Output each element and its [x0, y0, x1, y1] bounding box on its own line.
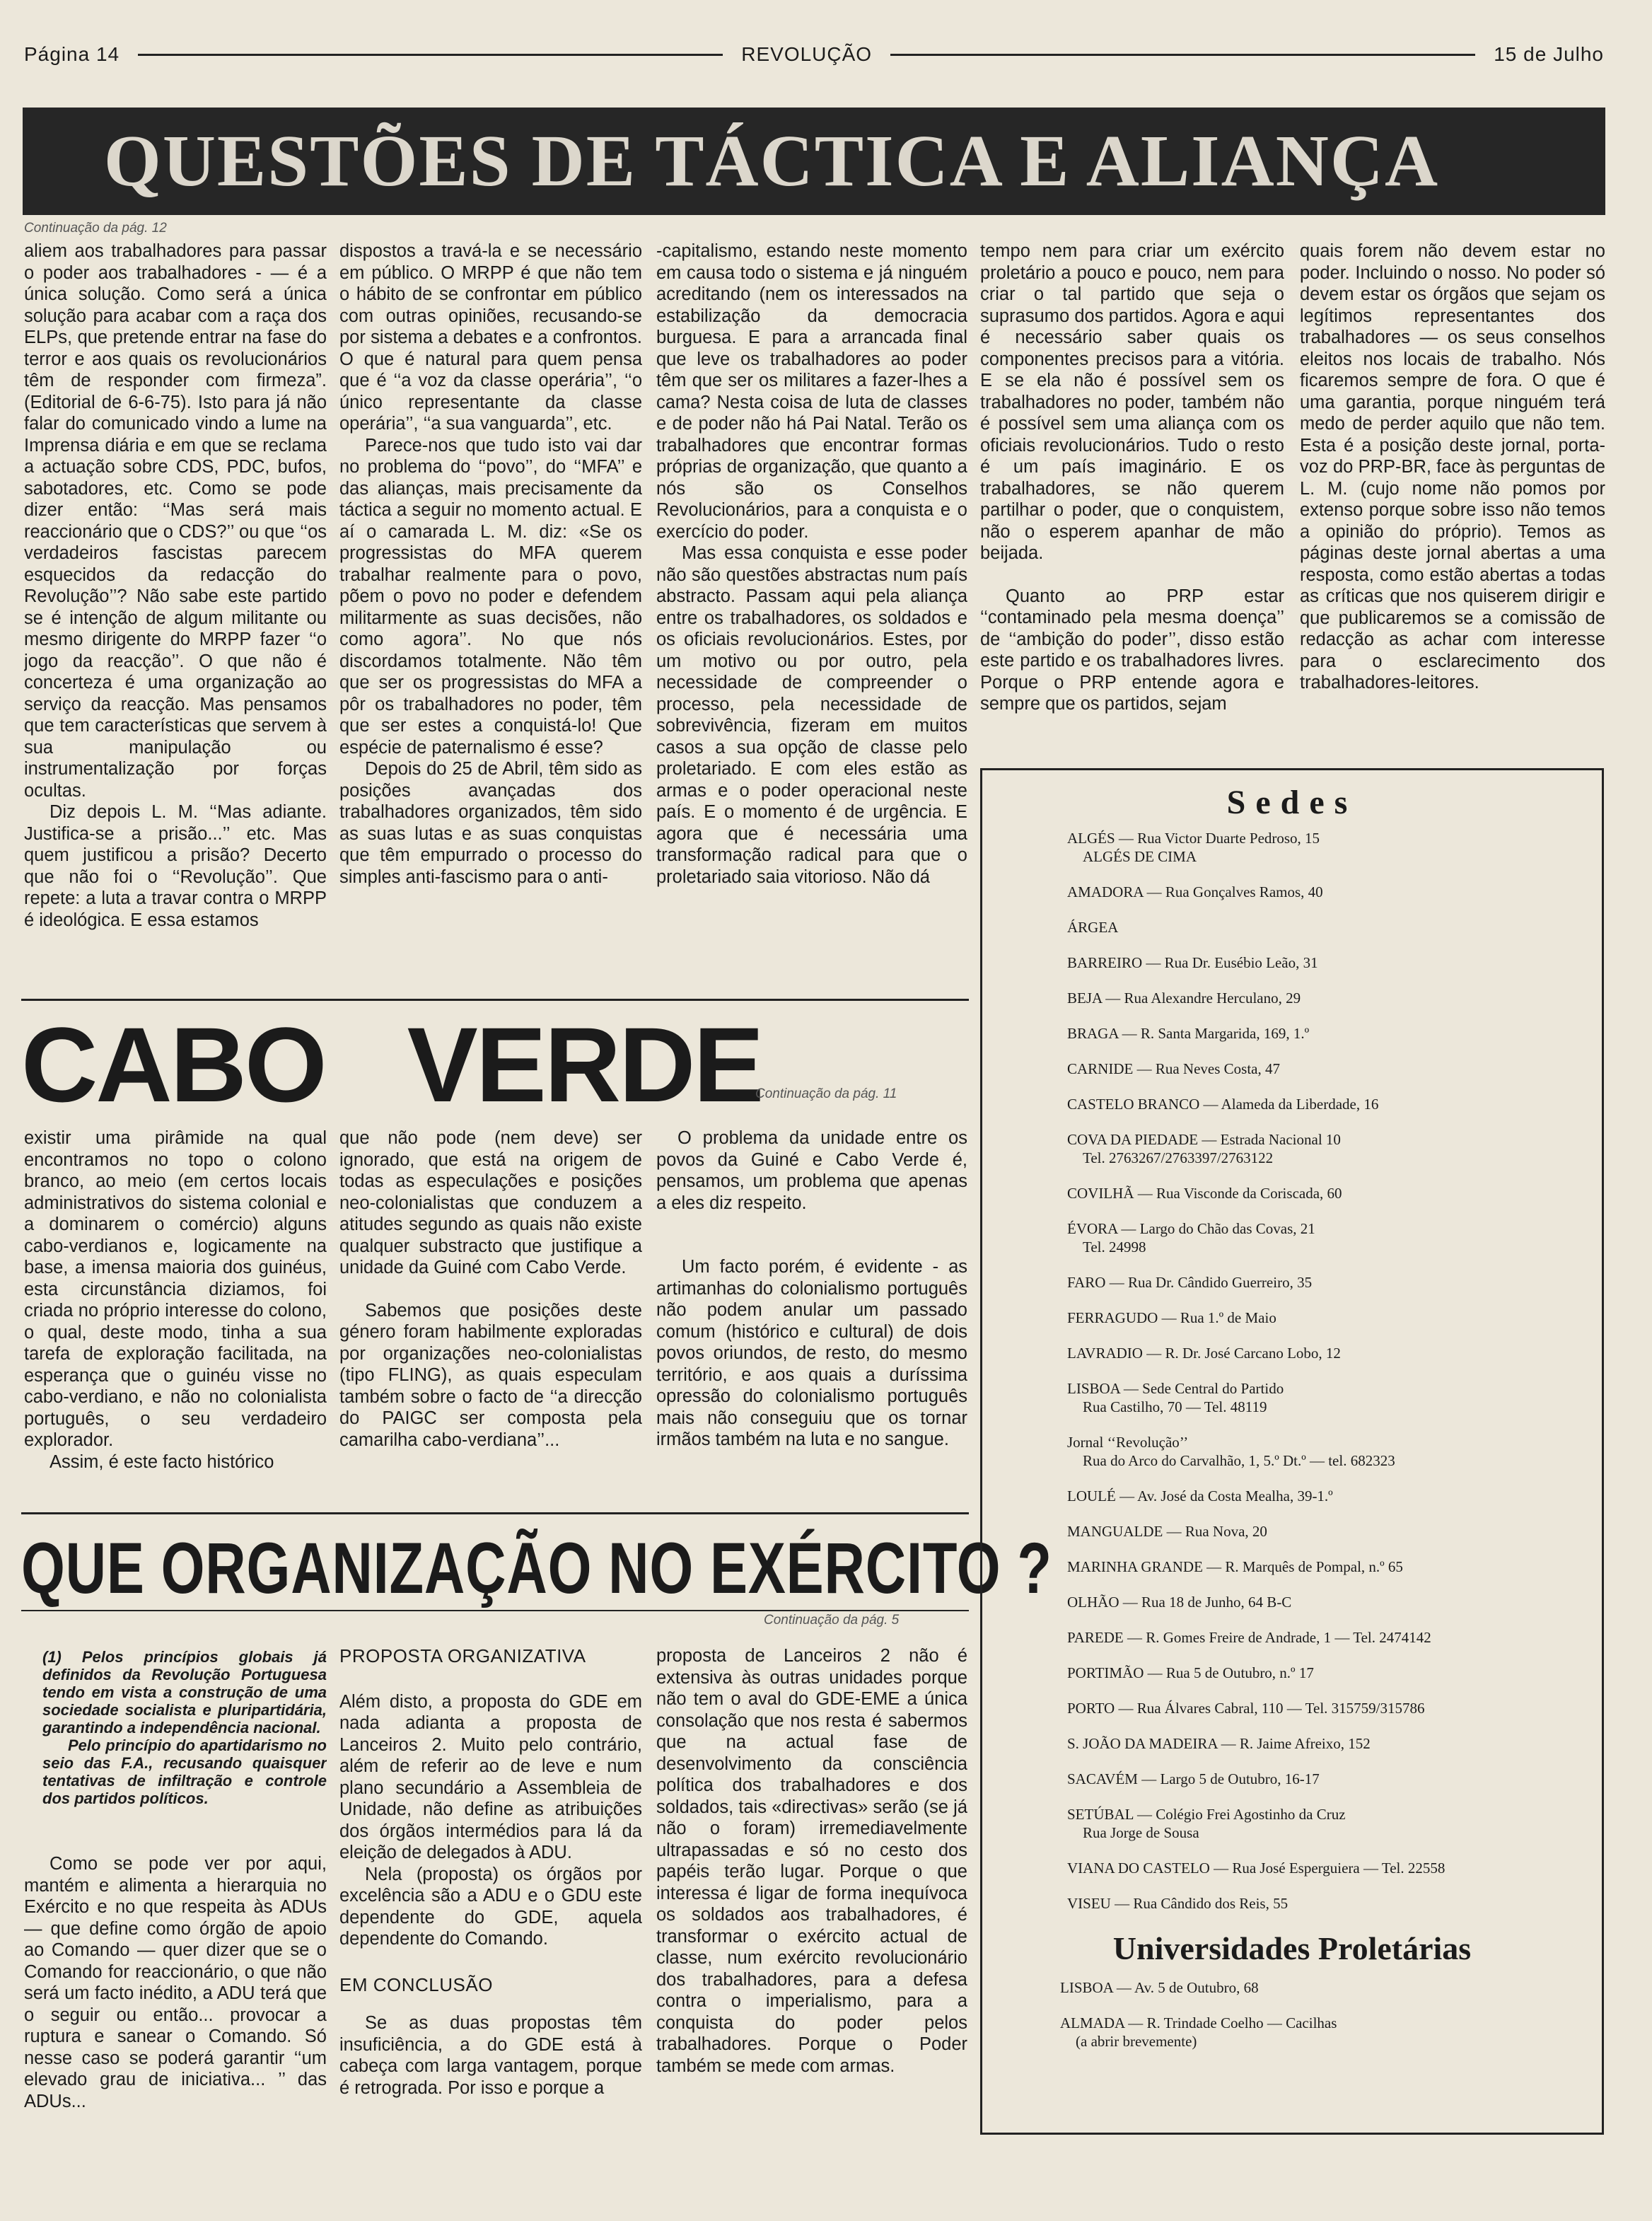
address-sub: Rua Castilho, 70 — Tel. 48119 [1083, 1398, 1267, 1415]
address-main: ALMADA — R. Trindade Coelho — Cacilhas [1060, 2014, 1337, 2031]
paragraph: Assim, é este facto histórico [50, 1451, 274, 1472]
paragraph: Depois do 25 de Abril, têm sido as posições avançadas dos trabalhadores organizados, têm sido as suas lutas e as suas conquistas que têm empurrado o processo do simples anti-fascismo para o anti- [339, 759, 642, 887]
universidades-title: Universidades Proletárias [1112, 1930, 1472, 1966]
address-entry [1067, 1219, 1602, 1256]
article1-column-4 [980, 240, 1284, 757]
address-entry [1067, 1060, 1602, 1078]
universidades-list [982, 1978, 1602, 2051]
address-main: OLHÃO — Rua 18 de Junho, 64 B-C [1067, 1594, 1292, 1611]
address-entry [1067, 1894, 1602, 1913]
continuation-note: Continuação da pág. 12 [24, 221, 167, 236]
paragraph: Um facto porém, é evidente - as artimanhas do colonialismo português não podem anular um passado comum (histórico e cultural) de dois povos oriundos, de resto, do mesmo território, e aos quais a duríssima opressão do colonialismo português mais não conseguiu que os tornar irmãos também na luta e no sangue. [656, 1257, 967, 1449]
paragraph: Nela (proposta) os órgãos por excelência são a ADU e o GDU este dependente do GDE, aquela dependente do Comando. [339, 1864, 642, 1949]
running-head-rule-right [890, 54, 1475, 56]
address-main: LOULÉ — Av. José da Costa Mealha, 39-1.º [1067, 1488, 1333, 1504]
address-main: LISBOA — Av. 5 de Outubro, 68 [1060, 1979, 1259, 1996]
address-entry [1067, 1770, 1602, 1788]
section-divider [21, 1512, 969, 1514]
address-main: SACAVÉM — Largo 5 de Outubro, 16-17 [1067, 1770, 1320, 1787]
sedes-box [980, 768, 1604, 2135]
article3-column-2 [339, 1645, 642, 2140]
article3-column-3 [656, 1645, 967, 2140]
address-sub: (a abrir brevemente) [1076, 2033, 1197, 2050]
address-entry [1067, 989, 1602, 1007]
article2-column-2 [339, 1127, 642, 1502]
paragraph: Sabemos que posições deste género foram habilmente exploradas por organizações neo-colonialistas (tipo FLING), as quais especulam também sobre o facto de ‘‘a direcção do PAIGC ser composta pela camarilha cabo-verdiana’’... [339, 1300, 642, 1450]
paragraph: -capitalismo, estando neste momento em causa todo o sistema e já ninguém acreditando (nem os interessados na estabilização da democracia burguesa. E para a arrancada final que leve os trabalhadores ao poder têm que ser os militares a fazer-lhes a cama? Nesta coisa de luta de classes e de poder não há Pai Natal. Terão os trabalhadores que encontrar formas próprias de organização, que quanto a nós são os Conselhos Revolucionários, para a conquista e o exercício do poder. [656, 241, 967, 542]
paragraph: aliem aos trabalhadores para passar o poder aos trabalhadores - — é a única solução. Como será a única solução para acabar com a raça dos ELPs, que pretende entrar na fase do terror e aos quais os revolucionários têm de responder com firmeza”. (Editorial de 6-6-75). Isto para já não falar do comunicado vindo a lume na Imprensa diária e em que se reclama a actuação sobre CDS, PDC, bufos, sabotadores, etc. Como se pode dizer então: ‘‘Mas será mais reaccionário que o CDS?’’ ou que ‘‘os verdadeiros fascistas parecem esquecidos da redacção do Revolução’’? Não sabe este partido se é intenção de algum militante ou mesmo dirigente do MRPP fazer ‘‘o jogo da reacção’’. O que não é concerteza é uma organização ao serviço da reacção. Mas pensamos que tem características que servem à sua manipulação ou instrumentalização por forças ocultas. [24, 241, 327, 801]
address-main: VIANA DO CASTELO — Rua José Esperguiera — Tel. 22558 [1067, 1860, 1446, 1877]
address-main: BRAGA — R. Santa Margarida, 169, 1.º [1067, 1025, 1310, 1042]
paragraph: Diz depois L. M. ‘‘Mas adiante. Justifica-se a prisão...’’ etc. Mas quem justificou a prisão? Decerto que não foi o ‘‘Revolução’’. Que repete: a luta a travar contra o MRPP é ideológica. E essa estamos [24, 802, 327, 930]
address-main: ALGÉS — Rua Victor Duarte Pedroso, 15 [1067, 830, 1320, 847]
address-entry [1067, 1309, 1602, 1327]
address-main: ÁRGEA [1067, 919, 1119, 936]
article-banner-title: QUESTÕES DE TÁCTICA E ALIANÇA [103, 120, 1440, 202]
subheading-proposta: PROPOSTA ORGANIZATIVA [339, 1645, 586, 1666]
address-entry [1067, 883, 1602, 901]
page-number: Página 14 [24, 43, 120, 65]
running-head [24, 37, 1604, 72]
address-sub: Rua do Arco do Carvalhão, 1, 5.º Dt.º — tel. 682323 [1083, 1452, 1395, 1469]
address-sub: ALGÉS DE CIMA [1083, 848, 1197, 865]
address-sub: Tel. 24998 [1083, 1239, 1146, 1256]
address-main: BEJA — Rua Alexandre Herculano, 29 [1067, 990, 1301, 1007]
section-divider [21, 999, 969, 1001]
sedes-title: Sedes [1226, 784, 1358, 821]
address-entry [1067, 1558, 1602, 1576]
paragraph: dispostos a travá-la e se necessário em público. O MRPP é que não tem o hábito de se confrontar em público com outras opiniões, recusando-se por sistema a debates e a confrontos. O que é natural para quem pensa que é ‘‘a voz da classe operária’’, ‘‘o único representante da classe operária’’, ‘‘a sua vanguarda’’, etc. [339, 241, 642, 434]
paragraph: Além disto, a proposta do GDE em nada adianta a proposta de Lanceiros 2. Muito pelo contrário, além de referir ao de leve e num plano secundário a Assembleia de Unidade, não define as atribuições dos órgãos intermédios para lá da eleição de delegados à ADU. [339, 1691, 642, 1862]
address-entry [1067, 1095, 1602, 1113]
article3-footnote [42, 1648, 327, 1825]
address-entry [1067, 918, 1602, 936]
address-main: Jornal ‘‘Revolução’’ [1067, 1434, 1189, 1451]
article1-column-2 [339, 240, 642, 990]
address-entry [1067, 1024, 1602, 1043]
address-entry [1067, 1487, 1602, 1505]
address-entry [1067, 1379, 1602, 1416]
address-entry [1067, 1593, 1602, 1611]
address-entry [1067, 1184, 1602, 1202]
address-main: CASTELO BRANCO — Alameda da Liberdade, 16 [1067, 1096, 1379, 1113]
footnote-paragraph: (1) Pelos princípios globais já definidos da Revolução Portuguesa tendo em vista a construção de uma sociedade socialista e pluripartidária, garantindo a independência nacional. [42, 1648, 327, 1736]
address-main: MARINHA GRANDE — R. Marquês de Pompal, n.º 65 [1067, 1558, 1403, 1575]
paragraph: Mas essa conquista e esse poder não são questões abstractas num país abstracto. Passam aqui pela aliança entre os trabalhadores, os soldados e os oficiais revolucionários. Estes, por um motivo ou por outro, pela necessidade de compreender o processo, pela necessidade de sobrevivência, fizeram em muitos casos a sua opção de classe pelo proletariado. E com eles estão as armas e o poder operacional neste país. E o momento é de urgência. E agora que é necessária uma transformação radical para que o proletariado saia vitorioso. Não dá [656, 543, 967, 887]
article2-column-3 [656, 1127, 967, 1502]
paragraph: que não pode (nem deve) ser ignorado, que está na origem de todas as especulações e posições neo-colonialistas que conduzem a atitudes segundo as quais não existe qualquer substracto que justifique a unidade da Guiné com Cabo Verde. [339, 1128, 642, 1277]
address-main: ÉVORA — Largo do Chão das Covas, 21 [1067, 1220, 1315, 1237]
address-sub: Tel. 2763267/2763397/2763122 [1083, 1149, 1274, 1166]
address-entry [1067, 1433, 1602, 1470]
address-entry [1067, 1805, 1602, 1842]
headline-underline [21, 1610, 969, 1611]
address-main: PORTO — Rua Álvares Cabral, 110 — Tel. 315759/315786 [1067, 1700, 1425, 1717]
address-entry [1067, 1859, 1602, 1877]
address-entry [1067, 1699, 1602, 1717]
sedes-list [982, 829, 1602, 1913]
address-main: MANGUALDE — Rua Nova, 20 [1067, 1523, 1267, 1540]
address-main: PAREDE — R. Gomes Freire de Andrade, 1 — Tel. 2474142 [1067, 1629, 1431, 1646]
paragraph: proposta de Lanceiros 2 não é extensiva às outras unidades porque não tem o aval do GDE-EME a única consolação que nos resta é sabermos que na actual fase de desenvolvimento da consciência política dos trabalhadores e dos soldados, tais «directivas» serão (se já não o foram) irremediavelmente ultrapassadas e só no cesto dos papéis terão lugar. Porque o que interessa é ligar de forma inequívoca os soldados aos trabalhadores, é transformar o exército actual de classe, num exército revolucionário dos trabalhadores, para a defesa contra o imperialismo, para a conquista do poder pelos trabalhadores. Porque o Poder também se mede com armas. [656, 1646, 967, 2076]
address-entry [1060, 2014, 1602, 2051]
newspaper-name: REVOLUÇÃO [741, 43, 873, 65]
article-banner [23, 108, 1605, 215]
address-main: VISEU — Rua Cândido dos Reis, 55 [1067, 1895, 1289, 1912]
paragraph: existir uma pirâmide na qual encontramos no topo o colono branco, ao meio (em certos locais administrativos do sistema colonial e a dominarem o comércio) alguns cabo-verdianos e, logicamente na base, a imensa maioria dos guinéus, esta circunstância diziamos, foi criada no próprio interesse do colono, o qual, deste modo, tinha a sua tarefa de exploração facilitada, na esperança que o guinéu visse no cabo-verdiano, e não no colonialista português, o seu verdadeiro explorador. [24, 1128, 327, 1450]
address-main: COVILHÃ — Rua Visconde da Coriscada, 60 [1067, 1185, 1342, 1202]
address-entry [1067, 1130, 1602, 1167]
address-entry [1067, 1664, 1602, 1682]
paragraph: O problema da unidade entre os povos da Guiné e Cabo Verde é, pensamos, um problema que apenas a eles diz respeito. [656, 1128, 967, 1213]
address-main: CARNIDE — Rua Neves Costa, 47 [1067, 1060, 1280, 1077]
article1-column-1 [24, 240, 327, 990]
address-main: BARREIRO — Rua Dr. Eusébio Leão, 31 [1067, 954, 1318, 971]
article1-column-3 [656, 240, 967, 990]
address-main: LAVRADIO — R. Dr. José Carcano Lobo, 12 [1067, 1345, 1341, 1362]
subheading-conclusao: EM CONCLUSÃO [339, 1973, 493, 1995]
paragraph: tempo nem para criar um exército proletário a pouco e pouco, nem para criar o tal partido que seja o suprasumo dos partidos. Agora e aqui é necessário saber quais os componentes precisos para a vitória. E se ela não é possível sem os trabalhadores no poder, também não é possível sem uma aliança com os oficiais revolucionários. Tudo o resto é um país imaginário. E os trabalhadores, se não querem partilhar o poder, que o conquistem, não o esperem apanhar de mão beijada. [980, 241, 1284, 563]
article3-column-1 [24, 1853, 327, 2150]
address-sub: Rua Jorge de Sousa [1083, 1824, 1199, 1841]
paragraph: quais forem não devem estar no poder. Incluindo o nosso. No poder só devem estar os órgãos que sejam os legítimos representantes dos trabalhadores — os seus conselhos eleitos nos locais de trabalho. Nós ficaremos sempre de fora. O que é uma garantia, porque ninguém terá medo de perder aquilo que não tem. Esta é a posição deste jornal, porta-voz do PRP-BR, face às perguntas de L. M. (cujo nome não pomos por extenso porque sobre isso não temos a opinião do próprio). Temos as páginas deste jornal abertas a uma resposta, como estão abertas a todas as críticas que nos quiserem dirigir e que publicaremos se a comissão de redacção as achar com interesse para o esclarecimento dos trabalhadores-leitores. [1300, 241, 1605, 692]
running-head-rule-left [138, 54, 723, 56]
continuation-note: Continuação da pág. 11 [755, 1086, 897, 1101]
paragraph: Se as duas propostas têm insuficiência, a do GDE está à cabeça com larga vantagem, porque é retrograda. Por isso e porque a [339, 2013, 642, 2098]
address-main: COVA DA PIEDADE — Estrada Nacional 10 [1067, 1131, 1341, 1148]
address-entry [1067, 1344, 1602, 1362]
issue-date: 15 de Julho [1494, 43, 1605, 65]
address-main: FARO — Rua Dr. Cândido Guerreiro, 35 [1067, 1274, 1313, 1291]
address-main: S. JOÃO DA MADEIRA — R. Jaime Afreixo, 152 [1067, 1735, 1371, 1752]
address-entry [1060, 1978, 1602, 1997]
footnote-paragraph: Pelo princípio do apartidarismo no seio das F.A., recusando quaisquer tentativas de infiltração e controle dos partidos políticos. [42, 1736, 327, 1807]
paragraph: Parece-nos que tudo isto vai dar no problema do ‘‘povo’’, do ‘‘MFA’’ e das alianças, mais precisamente da táctica a seguir no momento actual. E aí o camarada L. M. diz: «Se os progressistas do MFA querem trabalhar realmente para o povo, põem o povo no poder e defendem militarmente as suas decisões, não como agora’’. No que nós discordamos totalmente. Não têm que ser os progressistas do MFA a pôr os trabalhadores no poder, têm que ser estes a conquistá-lo! Que espécie de paternalismo é esse? [339, 435, 642, 758]
address-main: AMADORA — Rua Gonçalves Ramos, 40 [1067, 883, 1323, 900]
article2-column-1 [24, 1127, 327, 1502]
address-entry [1067, 1628, 1602, 1647]
article2-headline: CABO VERDE [21, 1005, 762, 1124]
address-entry [1067, 1522, 1602, 1541]
address-entry [1067, 953, 1602, 972]
address-entry [1067, 1273, 1602, 1292]
address-main: SETÚBAL — Colégio Frei Agostinho da Cruz [1067, 1806, 1346, 1823]
address-main: LISBOA — Sede Central do Partido [1067, 1380, 1284, 1397]
address-main: PORTIMÃO — Rua 5 de Outubro, n.º 17 [1067, 1664, 1314, 1681]
address-entry [1067, 1734, 1602, 1753]
article3-headline: QUE ORGANIZAÇÃO NO EXÉRCITO ? [21, 1528, 1052, 1608]
address-entry [1067, 829, 1602, 866]
continuation-note: Continuação da pág. 5 [764, 1613, 900, 1628]
address-main: FERRAGUDO — Rua 1.º de Maio [1067, 1309, 1276, 1326]
paragraph: Como se pode ver por aqui, mantém e alimenta a hierarquia no Exército e no que respeita às ADUs — que define como órgão de apoio ao Comando — quer dizer que se o Comando for reaccionário, o que não será um facto inédito, a ADU terá que o seguir ou então... provocar a ruptura e sanear o Comando. Só nesse caso se poderá garantir ‘‘um elevado grau de iniciativa... ’’ das ADUs... [24, 1854, 327, 2111]
paragraph: Quanto ao PRP estar ‘‘contaminado pela mesma doença’’ de ‘‘ambição do poder’’, disso estão este partido e os trabalhadores livres. Porque o PRP entende agora e sempre que os partidos, sejam [980, 586, 1284, 714]
article1-column-5 [1300, 240, 1605, 757]
